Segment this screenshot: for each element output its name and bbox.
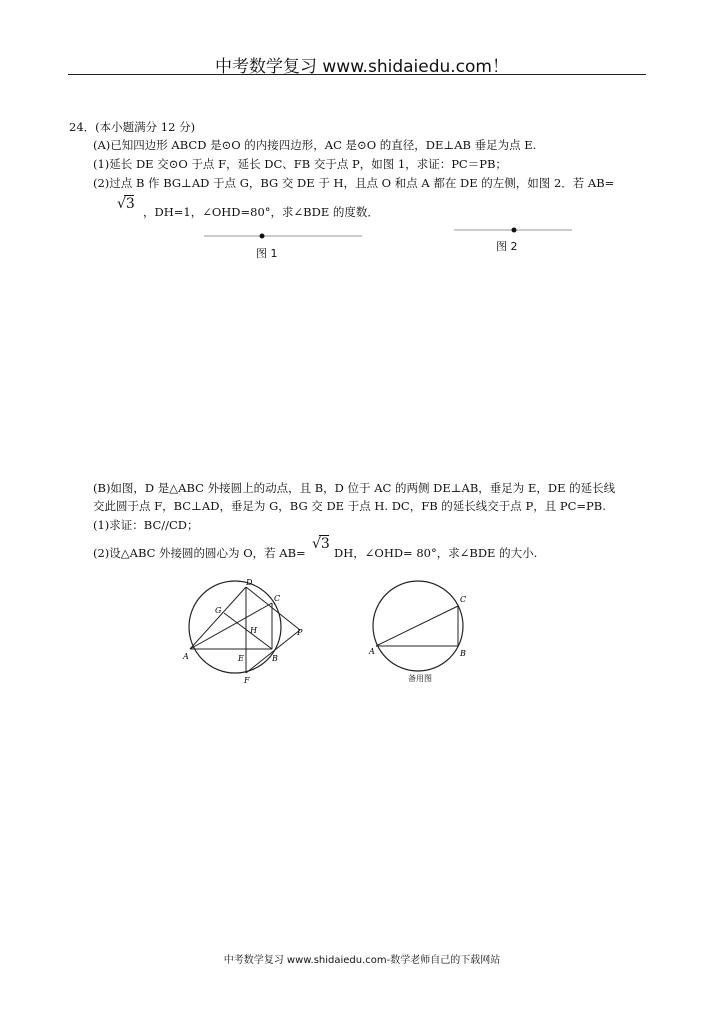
- partB-sqrt3: √3: [312, 536, 330, 552]
- partA-line3: (2)过点 B 作 BG⊥AD 于点 G，BG 交 DE 于 H，且点 O 和点 A 都在 DE 的左侧，如图 2．若 AB=: [93, 176, 615, 190]
- fig-b1-circle: [189, 581, 281, 673]
- partB-fig-caption: 备用图: [408, 674, 432, 683]
- partB-figure1: [180, 575, 310, 687]
- partB-line4a: (2)设△ABC 外接圆的圆心为 O，若 AB=: [93, 546, 306, 560]
- label-F: F: [244, 676, 250, 685]
- partA-figure1-placeholder: [200, 230, 370, 242]
- page-footer: 中考数学复习 www.shidaiedu.com-数学老师自己的下载网站: [223, 955, 501, 966]
- label-C: C: [460, 595, 467, 604]
- partB-line3: (1)求证：BC//CD；: [93, 518, 199, 532]
- segment-AC: [190, 603, 272, 649]
- label-P: P: [297, 628, 303, 637]
- problem-number: 24．(本小题满分 12 分): [69, 120, 196, 134]
- label-H: H: [250, 626, 257, 635]
- label-E: E: [238, 654, 244, 663]
- segment-GB: [224, 613, 272, 649]
- label-G: G: [215, 606, 222, 615]
- header-rule: [68, 74, 646, 75]
- partA-sqrt3: √3: [117, 196, 135, 212]
- partB-line4b: DH，∠OHD= 80°，求∠BDE 的大小.: [334, 546, 538, 560]
- label-B: B: [460, 649, 466, 658]
- fig2-caption: 图 2: [496, 240, 518, 253]
- label-D: D: [246, 578, 253, 587]
- label-A: A: [183, 652, 189, 661]
- partA-line1: (A)已知四边形 ABCD 是⊙O 的内接四边形，AC 是⊙O 的直径，DE⊥AB 垂足为点 E.: [93, 138, 537, 152]
- partA-figure2-placeholder: [450, 224, 580, 236]
- fig1-point: [260, 234, 265, 239]
- partB-line1: (B)如图，D 是△ABC 外接圆上的动点，且 B，D 位于 AC 的两侧 DE⊥AB，垂足为 E，DE 的延长线: [93, 481, 616, 495]
- segment-AD: [190, 587, 246, 649]
- page-header-title: 中考数学复习 www.shidaiedu.com！: [215, 57, 509, 77]
- partA-line2: (1)延长 DE 交⊙O 于点 F，延长 DC、FB 交于点 P，如图 1，求证：PC＝PB；: [93, 157, 507, 171]
- partA-line4: ，DH=1，∠OHD=80°，求∠BDE 的度数．: [143, 205, 379, 219]
- label-A: A: [369, 647, 375, 656]
- segment-AC: [376, 606, 458, 646]
- label-C: C: [274, 594, 281, 603]
- fig1-caption: 图 1: [256, 247, 278, 260]
- label-B: B: [272, 654, 278, 663]
- segment-DP: [246, 587, 300, 630]
- segment-FP: [246, 630, 300, 673]
- partB-line2: 交此圆于点 F，BC⊥AD，垂足为 G，BG 交 DE 于点 H. DC，FB 的延长线交于点 P，且 PC=PB.: [93, 499, 606, 513]
- partB-figure2: [366, 578, 476, 678]
- fig2-point: [512, 228, 517, 233]
